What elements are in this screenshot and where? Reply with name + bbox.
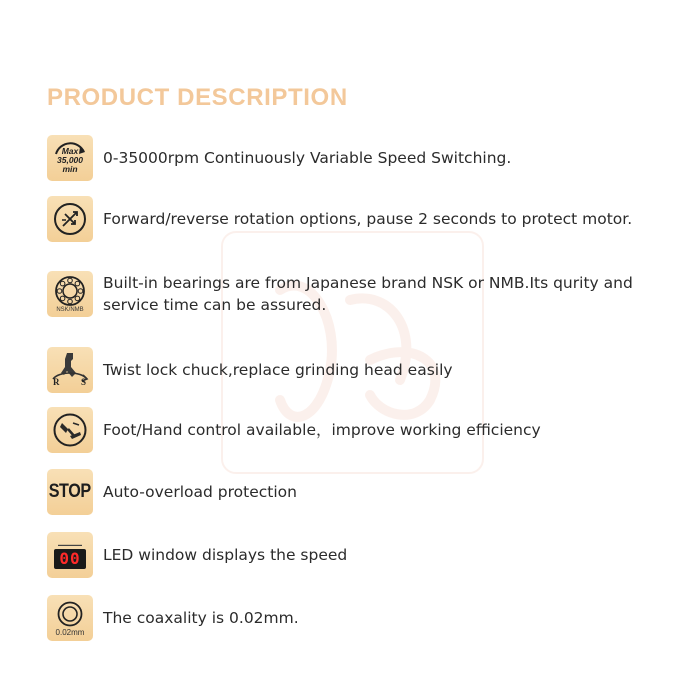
twist-lock-chuck-icon xyxy=(47,347,93,393)
led-display-icon: ▬▬▬▬▬▬ 00 xyxy=(47,532,93,578)
rotation-direction-icon xyxy=(47,196,93,242)
feature-text: Auto-overload protection xyxy=(103,483,297,501)
feature-text: Twist lock chuck,replace grinding head easily xyxy=(103,361,453,379)
feature-control xyxy=(47,407,667,453)
feature-text: 0-35000rpm Continuously Variable Speed Switching. xyxy=(103,149,512,167)
feature-text: The coaxality is 0.02mm. xyxy=(103,609,299,627)
feature-bearings xyxy=(47,271,667,317)
feature-text: LED window displays the speed xyxy=(103,546,348,564)
feature-text: Built-in bearings are from Japanese brand NSK or NMB.Its qurity and service time can be assured. xyxy=(103,274,633,314)
bearing-icon: NSK/NMB xyxy=(47,271,93,317)
svg-text:R: R xyxy=(53,377,60,387)
foot-hand-control-icon xyxy=(47,407,93,453)
stop-icon: STOP xyxy=(47,469,93,515)
feature-led xyxy=(47,532,667,578)
feature-overload xyxy=(47,469,667,515)
page-title: PRODUCT DESCRIPTION xyxy=(47,84,348,111)
coaxiality-icon: 0.02mm xyxy=(47,595,93,641)
svg-text:S: S xyxy=(81,377,87,387)
feature-text: Foot/Hand control available，improve working efficiency xyxy=(103,421,541,439)
feature-speed xyxy=(47,135,667,181)
max-speed-icon: Max 35,000 min xyxy=(47,135,93,181)
feature-rotation xyxy=(47,196,667,242)
feature-coaxiality xyxy=(47,595,667,641)
feature-text: Forward/reverse rotation options, pause 2 seconds to protect motor. xyxy=(103,210,633,228)
feature-chuck xyxy=(47,347,667,393)
